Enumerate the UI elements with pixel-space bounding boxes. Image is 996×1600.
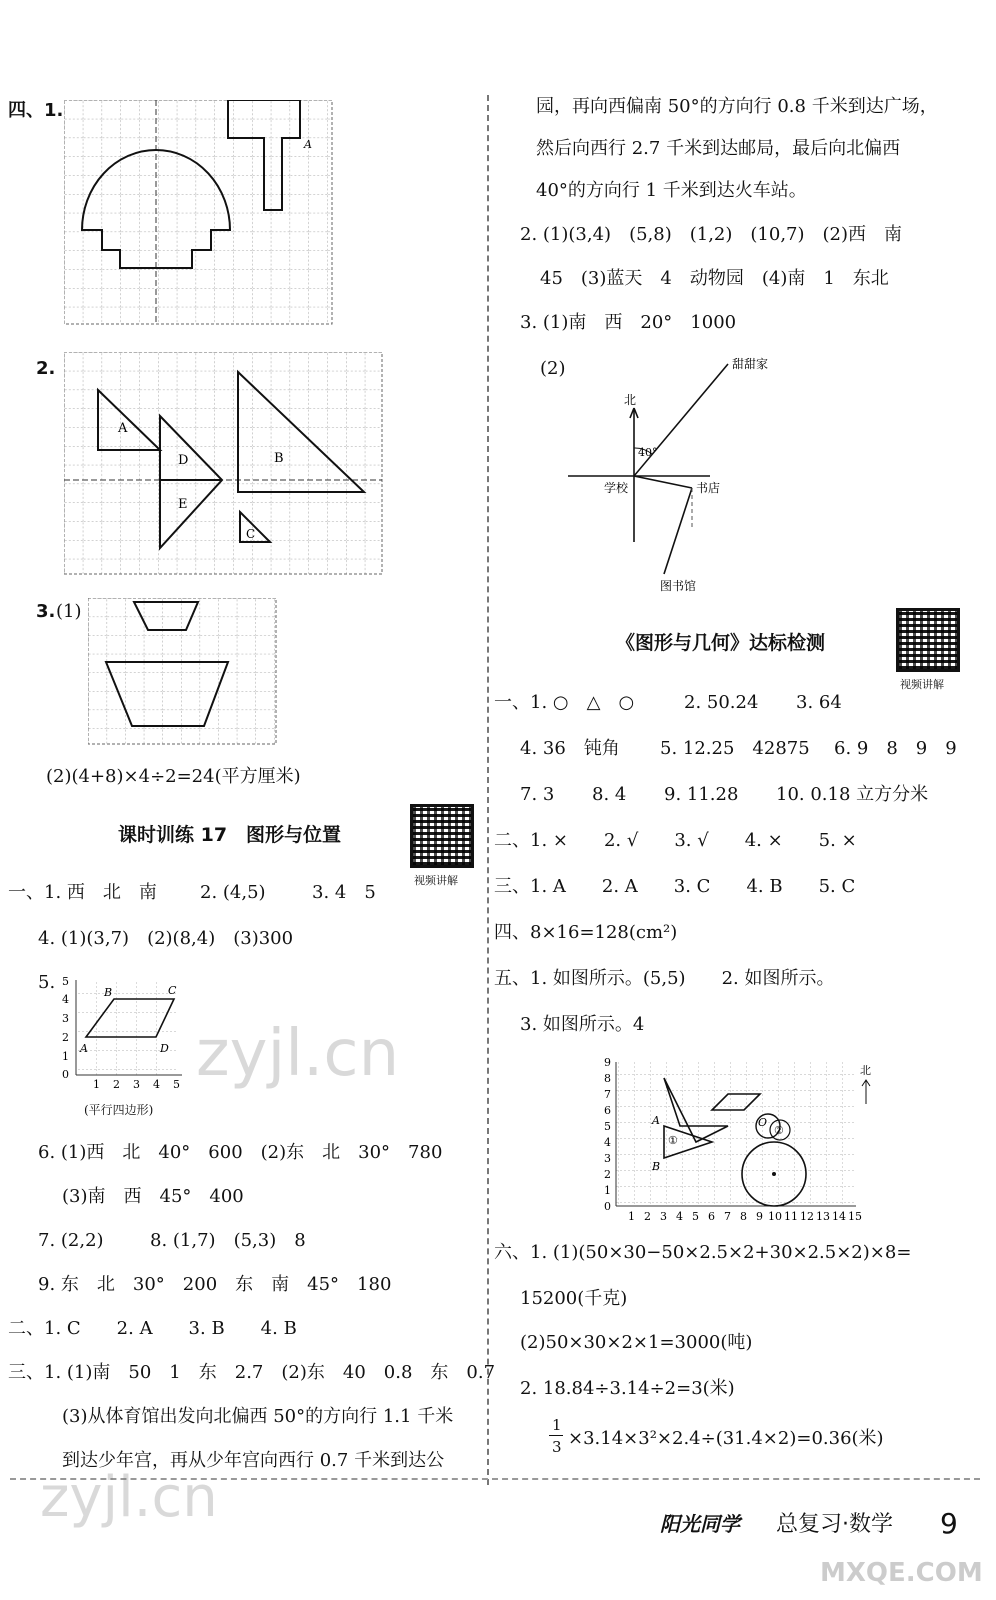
section-4-2-label: 2.: [36, 358, 56, 379]
r2: 然后向西行 2.7 千米到达邮局，最后向北偏西: [536, 138, 901, 159]
big-coordinate-grid: [602, 1058, 882, 1222]
section-4-3-sub: (1): [56, 601, 82, 622]
lesson-title: 课时训练 17 图形与位置: [118, 824, 342, 846]
section-4-1-label: 四、1.: [8, 100, 64, 121]
q5-y1: 1: [62, 1050, 69, 1063]
t3b: 8. 4: [592, 784, 627, 805]
t2: 4. 36 钝角: [520, 738, 620, 759]
q1-6a: 6. (1)西 北 40° 600 (2)东 北 30° 780: [38, 1142, 443, 1163]
q5-point-d: D: [160, 1042, 169, 1055]
grid2-label-b: B: [274, 451, 284, 466]
q5-coordinate-plot: [56, 974, 196, 1098]
grid-x2: 2: [644, 1210, 651, 1222]
grid-y7: 7: [604, 1088, 611, 1101]
footer-watermark: zyjl.cn: [40, 1465, 218, 1530]
r6: 3. (1)南 西 20° 1000: [520, 312, 737, 333]
q3-2: (3)从体育馆出发向北偏西 50°的方向行 1.1 千米: [62, 1406, 454, 1427]
t11: (2)50×30×2×1=3000(吨): [520, 1332, 753, 1353]
grid-y8: 8: [604, 1072, 611, 1085]
footer-brand: 阳光同学: [660, 1512, 740, 1536]
t10: 15200(千克): [520, 1288, 628, 1309]
footer-text: 总复习·数学: [776, 1512, 893, 1537]
map-label-north: 北: [624, 393, 637, 407]
grid-figure-3: [88, 598, 280, 748]
grid-y2: 2: [604, 1168, 611, 1181]
grid-figure-1: [64, 100, 336, 328]
q1-1: 一、1. 西 北 南: [8, 882, 157, 903]
grid2-label-a: A: [118, 421, 128, 436]
grid-x14: 14: [832, 1210, 846, 1222]
q5-y2: 2: [62, 1031, 69, 1044]
q5-y4: 4: [62, 993, 69, 1006]
direction-map: [568, 352, 784, 614]
grid2-label-e: E: [178, 497, 188, 512]
grid-x12: 12: [800, 1210, 814, 1222]
grid-x1: 1: [628, 1210, 635, 1222]
q1-6b: (3)南 西 45° 400: [62, 1186, 244, 1207]
grid-y4: 4: [604, 1136, 611, 1149]
grid-y9: 9: [604, 1058, 611, 1069]
grid-y6: 6: [604, 1104, 611, 1117]
t2c: 6. 9 8 9 9: [834, 738, 957, 759]
grid-label-1: ①: [668, 1134, 678, 1147]
t2b: 5. 12.25 42875: [660, 738, 810, 759]
qr-code-icon[interactable]: [896, 608, 960, 672]
q5-point-b: B: [104, 986, 113, 999]
qr-code-icon[interactable]: [410, 804, 474, 868]
q5-y5: 5: [62, 975, 69, 988]
grid2-label-c: C: [246, 527, 256, 541]
column-divider: [487, 95, 489, 1485]
grid-x11: 11: [784, 1210, 798, 1222]
map-label-bookstore: 书店: [696, 481, 721, 495]
grid-x8: 8: [740, 1210, 747, 1222]
t7: 五、1. 如图所示。(5,5) 2. 如图所示。: [494, 968, 835, 989]
watermark-text: zyjl.cn: [196, 1017, 400, 1091]
grid-x13: 13: [816, 1210, 830, 1222]
t3: 7. 3: [520, 784, 555, 805]
q5-point-c: C: [168, 984, 177, 997]
section-4-3-2: (2)(4+8)×4÷2=24(平方厘米): [46, 766, 301, 787]
r5: 45 (3)蓝天 4 动物园 (4)南 1 东北: [540, 268, 889, 289]
grid-point-a: A: [652, 1114, 660, 1127]
q5-x1: 1: [93, 1078, 100, 1091]
r3: 40°的方向行 1 千米到达火车站。: [536, 180, 807, 201]
grid-point-o: O: [758, 1116, 768, 1129]
q1-5: 5.: [38, 972, 56, 993]
section-4-3-label: 3.: [36, 601, 56, 622]
grid-figure-2: [64, 352, 386, 578]
grid-north-label: 北: [860, 1064, 871, 1077]
q1-8: 8. (1,7) (5,3) 8: [150, 1230, 306, 1251]
q5-y3: 3: [62, 1012, 69, 1025]
t13: ×3.14×3²×2.4÷(31.4×2)=0.36(米): [568, 1428, 884, 1449]
qr-label-right: 视频讲解: [900, 678, 944, 691]
t5: 三、1. A 2. A 3. C 4. B 5. C: [494, 876, 856, 897]
grid-point-b: B: [652, 1160, 661, 1173]
footer-mark: MXQE.COM: [820, 1558, 983, 1588]
t1c: 3. 64: [796, 692, 842, 713]
q1-9: 9. 东 北 30° 200 东 南 45° 180: [38, 1274, 392, 1295]
q1-2: 2. (4,5): [200, 882, 266, 903]
q5-x5: 5: [173, 1078, 180, 1091]
grid-label-2: ②: [774, 1124, 784, 1137]
t1: 一、1. ○ △ ○: [494, 692, 635, 713]
map-label-library: 图书馆: [660, 579, 697, 593]
q1-3: 3. 4 5: [312, 882, 376, 903]
q1-4: 4. (1)(3,7) (2)(8,4) (3)300: [38, 928, 294, 949]
q5-caption: (平行四边形): [84, 1103, 154, 1117]
t4: 二、1. × 2. √ 3. √ 4. × 5. ×: [494, 830, 857, 851]
q5-y0: 0: [62, 1068, 69, 1081]
q3-3: 到达少年宫，再从少年宫向西行 0.7 千米到达公: [62, 1450, 445, 1471]
r7: (2): [540, 358, 566, 379]
grid-y1: 1: [604, 1184, 611, 1197]
q3-1: 三、1. (1)南 50 1 东 2.7 (2)东 40 0.8 东 0.7: [8, 1362, 496, 1383]
t8: 3. 如图所示。4: [520, 1014, 645, 1035]
map-label-school: 学校: [604, 481, 629, 495]
grid-x3: 3: [660, 1210, 667, 1222]
map-label-home: 甜甜家: [732, 357, 769, 371]
grid-x6: 6: [708, 1210, 715, 1222]
q5-x3: 3: [133, 1078, 140, 1091]
page-number: 9: [940, 1507, 958, 1540]
q5-x2: 2: [113, 1078, 120, 1091]
grid1-label-a: A: [304, 138, 312, 151]
r1: 园，再向西偏南 50°的方向行 0.8 千米到达广场，: [536, 96, 938, 117]
q1-7: 7. (2,2): [38, 1230, 104, 1251]
q5-point-a: A: [80, 1042, 88, 1055]
grid-x7: 7: [724, 1210, 731, 1222]
grid-y5: 5: [604, 1120, 611, 1133]
t9: 六、1. (1)(50×30−50×2.5×2+30×2.5×2)×8=: [494, 1242, 912, 1263]
grid-x4: 4: [676, 1210, 683, 1222]
q2-answers: 二、1. C 2. A 3. B 4. B: [8, 1318, 297, 1339]
fraction-numerator: 1: [552, 1416, 562, 1434]
r4: 2. (1)(3,4) (5,8) (1,2) (10,7) (2)西 南: [520, 224, 903, 245]
qr-label: 视频讲解: [414, 874, 458, 887]
grid-x10: 10: [768, 1210, 782, 1222]
grid-x9: 9: [756, 1210, 763, 1222]
map-label-angle: 40°: [638, 446, 658, 459]
grid-x15: 15: [848, 1210, 862, 1222]
grid-y3: 3: [604, 1152, 611, 1165]
test-title: 《图形与几何》达标检测: [616, 632, 826, 654]
grid2-label-d: D: [178, 453, 189, 468]
fraction-bar: [549, 1435, 563, 1436]
q5-x4: 4: [153, 1078, 160, 1091]
t1b: 2. 50.24: [684, 692, 759, 713]
t3d: 10. 0.18 立方分米: [776, 784, 929, 805]
t12: 2. 18.84÷3.14÷2=3(米): [520, 1378, 735, 1399]
t3c: 9. 11.28: [664, 784, 739, 805]
fraction-denominator: 3: [552, 1438, 562, 1456]
grid-y0: 0: [604, 1200, 611, 1213]
grid-x5: 5: [692, 1210, 699, 1222]
t6: 四、8×16=128(cm²): [494, 922, 678, 943]
